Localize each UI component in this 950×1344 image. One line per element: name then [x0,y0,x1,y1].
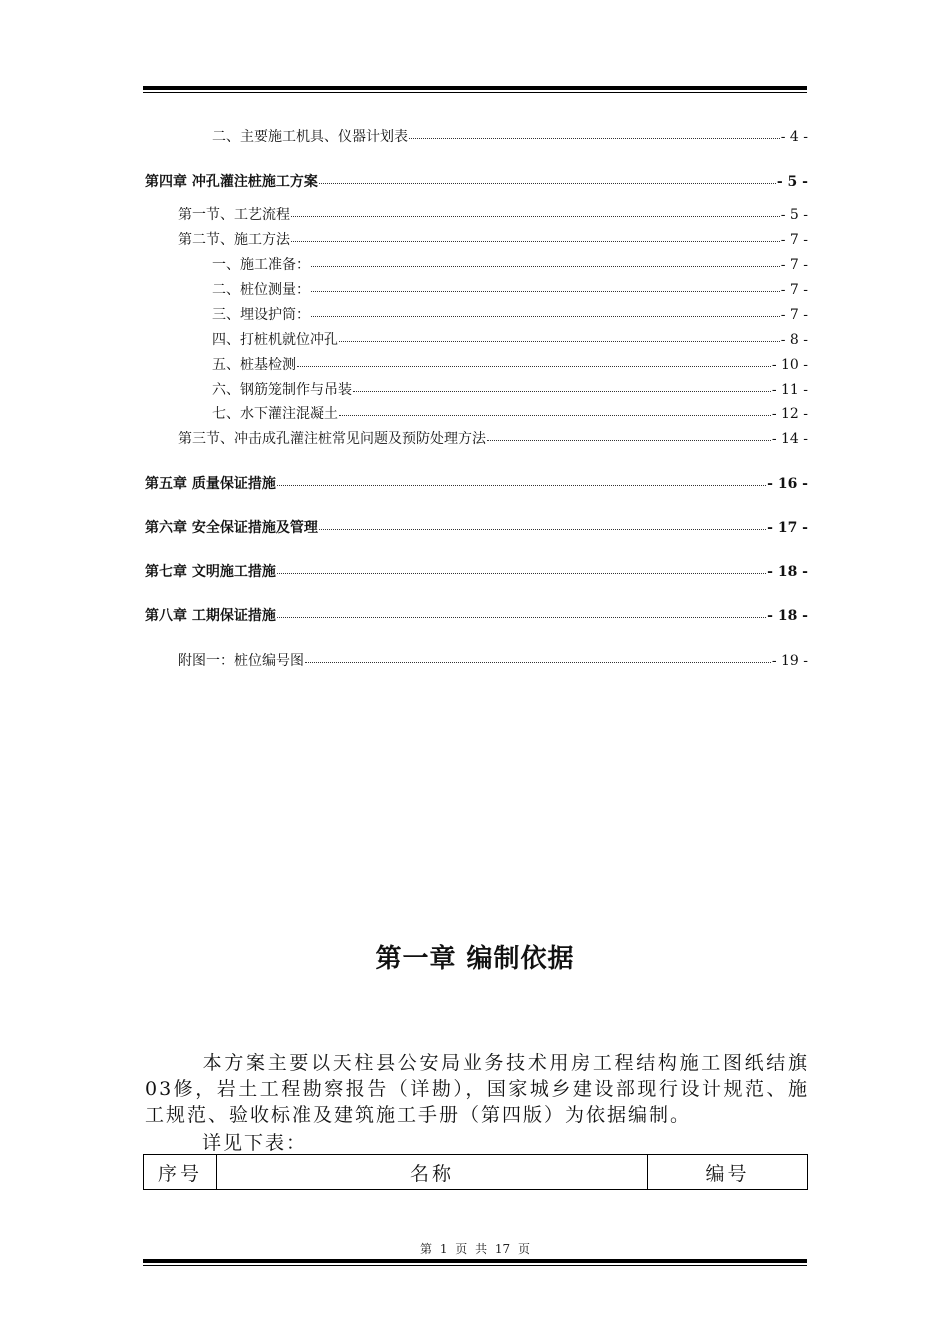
toc-entry-page: - 10 - [771,357,808,373]
see-table-text: 详见下表： [202,1132,308,1154]
toc-entry[interactable] [178,230,808,250]
toc-entry-label: 五、桩基检测 [212,357,296,373]
toc-entry-page: - 17 - [767,520,808,536]
toc-leader-dots [297,354,771,367]
footer-rule-thin [143,1265,807,1266]
toc-entry[interactable] [145,562,808,582]
toc-entry-label: 四、打桩机就位冲孔 [212,332,338,348]
toc-entry-label: 第三节、冲击成孔灌注桩常见问题及预防处理方法 [178,431,486,447]
toc-leader-dots [277,561,766,574]
toc-leader-dots [291,229,780,242]
chapter-title: 第一章 编制依据 [375,944,575,974]
header-rule [143,86,807,90]
toc-entry[interactable] [212,255,808,275]
toc-entry-page: - 16 - [767,476,808,492]
toc-entry[interactable] [212,380,808,400]
toc-entry-page: - 18 - [767,564,808,580]
toc-entry-page: - 7 - [780,232,808,248]
toc-entry[interactable] [178,429,808,449]
toc-leader-dots [319,517,766,530]
toc-leader-dots [277,605,766,618]
toc-entry-page: - 18 - [767,608,808,624]
toc-entry-label: 一、施工准备： [212,257,310,273]
toc-entry[interactable] [145,606,808,626]
see-table-line [145,1130,809,1156]
toc-entry[interactable] [212,127,808,147]
toc-leader-dots [409,126,780,139]
table-header-index: 序号 [144,1155,217,1190]
footer-rule [143,1259,807,1263]
toc-leader-dots [311,304,780,317]
toc-entry-page: - 7 - [780,307,808,323]
toc-entry-page: - 4 - [780,129,808,145]
toc-entry-label: 附图一：桩位编号图 [178,653,304,669]
toc-leader-dots [319,171,776,184]
toc-entry-label: 第一节、工艺流程 [178,207,290,223]
toc-entry-label: 第八章 工期保证措施 [145,608,276,624]
toc-leader-dots [487,428,771,441]
basis-table [143,1154,808,1190]
toc-entry-label: 第七章 文明施工措施 [145,564,276,580]
toc-entry-label: 六、钢筋笼制作与吊装 [212,382,352,398]
toc-entry[interactable] [145,172,808,192]
toc-entry-page: - 5 - [780,207,808,223]
toc-leader-dots [339,329,780,342]
toc-entry-page: - 7 - [780,257,808,273]
table-header-row [144,1155,808,1190]
toc-leader-dots [291,204,780,217]
toc-entry-page: - 5 - [776,174,808,190]
toc-entry-page: - 7 - [780,282,808,298]
toc-entry-label: 二、主要施工机具、仪器计划表 [212,129,408,145]
toc-leader-dots [353,379,771,392]
toc-entry[interactable] [212,330,808,350]
table-header-name: 名称 [217,1155,648,1190]
toc-entry-page: - 12 - [771,406,808,422]
toc-entry[interactable] [212,305,808,325]
toc-entry-page: - 19 - [771,653,808,669]
toc-leader-dots [311,254,780,267]
toc-entry[interactable] [145,518,808,538]
toc-entry[interactable] [145,474,808,494]
toc-leader-dots [305,650,771,663]
toc-entry[interactable] [212,355,808,375]
toc-entry-label: 第五章 质量保证措施 [145,476,276,492]
toc-entry-label: 二、桩位测量： [212,282,310,298]
toc-leader-dots [277,473,766,486]
page-footer: 第 1 页 共 17 页 [420,1242,530,1256]
toc-leader-dots [339,403,771,416]
header-rule-thin [143,92,807,93]
body-paragraph-text: 本方案主要以天柱县公安局业务技术用房工程结构施工图纸结旗03修，岩土工程勘察报告（详勘），国家城乡建设部现行设计规范、施工规范、验收标准及建筑施工手册（第四版）为依据编制。 [145,1052,809,1126]
toc-entry-label: 第六章 安全保证措施及管理 [145,520,318,536]
toc-leader-dots [311,279,780,292]
toc-entry[interactable] [212,404,808,424]
table-header-code: 编号 [648,1155,808,1190]
toc-entry-page: - 8 - [780,332,808,348]
toc-entry[interactable] [212,280,808,300]
toc-entry-label: 第四章 冲孔灌注桩施工方案 [145,174,318,190]
toc-entry-page: - 11 - [771,382,808,398]
toc-entry-page: - 14 - [771,431,808,447]
toc-entry-label: 七、水下灌注混凝土 [212,406,338,422]
body-paragraph [145,1050,809,1128]
toc-entry-label: 第二节、施工方法 [178,232,290,248]
toc-entry-label: 三、埋设护筒： [212,307,310,323]
toc-entry[interactable] [178,651,808,671]
toc-entry[interactable] [178,205,808,225]
